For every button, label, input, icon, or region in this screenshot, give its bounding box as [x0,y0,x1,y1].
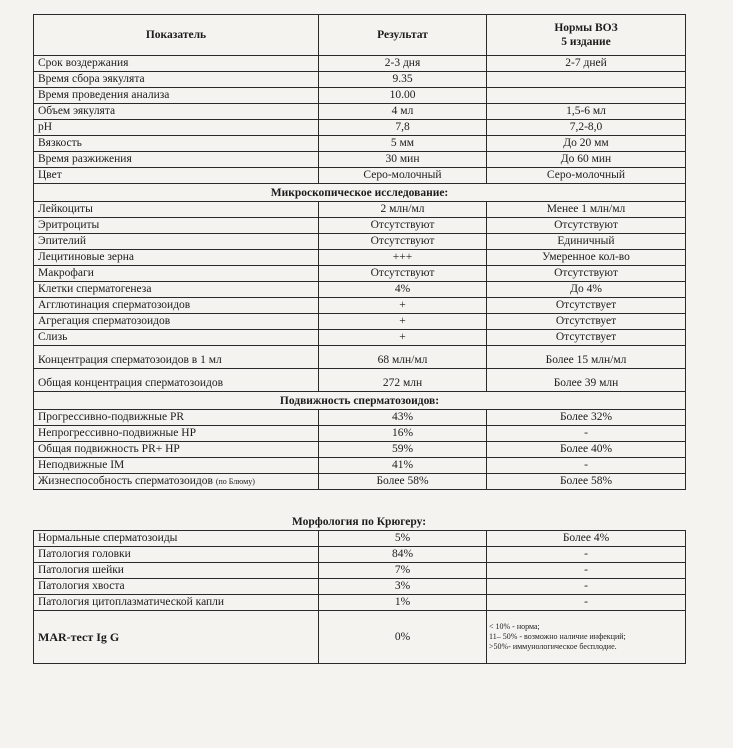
indicator-name: Общая подвижность PR+ HP [34,442,319,458]
result-value: 7,8 [319,120,487,136]
indicator-name: Лейкоциты [34,202,319,218]
indicator-name: Агрегация сперматозоидов [34,314,319,330]
table-row [34,104,686,120]
semen-analysis-report [33,14,685,664]
indicator-name: Агглютинация сперматозоидов [34,298,319,314]
indicator-name: Объем эякулята [34,104,319,120]
result-value: 5% [319,531,487,547]
who-norm: Более 40% [487,442,686,458]
motility-section-title: Подвижность сперматозоидов: [34,392,686,410]
who-norm: Отсутствуют [487,218,686,234]
table-row [34,563,686,579]
result-value: 0% [319,611,487,664]
result-value: Отсутствуют [319,234,487,250]
who-norm: Отсутствует [487,298,686,314]
indicator-name: Время проведения анализа [34,88,319,104]
indicator-name: Непрогрессивно-подвижные HP [34,426,319,442]
table-row [34,410,686,426]
microscopy-section-title: Микроскопическое исследование: [34,184,686,202]
who-norm: - [487,595,686,611]
who-norm: До 60 мин [487,152,686,168]
who-norm: Более 15 млн/мл [487,346,686,369]
result-value: 1% [319,595,487,611]
table-row [34,330,686,346]
who-norm: Отсутствуют [487,266,686,282]
indicator-name: Эпителий [34,234,319,250]
result-value: 10.00 [319,88,487,104]
mar-test-row [34,611,686,664]
indicator-name: Лецитиновые зерна [34,250,319,266]
indicator-name: Концентрация сперматозоидов в 1 мл [34,346,319,369]
indicator-name: Патология хвоста [34,579,319,595]
indicator-name: Патология цитоплазматической капли [34,595,319,611]
table-row [34,547,686,563]
who-norm: Единичный [487,234,686,250]
indicator-name: pH [34,120,319,136]
indicator-name: Время разжижения [34,152,319,168]
indicator-name: Патология шейки [34,563,319,579]
table-row [34,218,686,234]
mar-norm-line: >50%- иммунологическое бесплодие. [489,642,617,651]
result-value: 59% [319,442,487,458]
table-row [34,234,686,250]
result-value: 43% [319,410,487,426]
table-header-row [34,15,686,56]
header-who-norms-title: Нормы ВОЗ [554,22,618,34]
result-value: 16% [319,426,487,442]
mar-norm-line: 11– 50% - возможно наличие инфекций; [489,632,626,641]
who-norm: - [487,458,686,474]
motility-section [34,392,686,410]
table-row [34,120,686,136]
table-row [34,426,686,442]
table-row [34,88,686,104]
result-value: 272 млн [319,369,487,392]
result-value: + [319,330,487,346]
result-value: 2-3 дня [319,56,487,72]
viability-method-note: (по Блюму) [215,477,255,486]
who-norm: Более 58% [487,474,686,490]
who-norm: До 20 мм [487,136,686,152]
who-norm: - [487,547,686,563]
table-row [34,266,686,282]
header-who-edition: 5 издание [561,36,611,48]
result-value: 41% [319,458,487,474]
table-row [34,314,686,330]
who-norm: Более 39 млн [487,369,686,392]
table-row [34,346,686,369]
table-row [34,531,686,547]
result-value: + [319,298,487,314]
table-row [34,168,686,184]
indicator-name: Общая концентрация сперматозоидов [34,369,319,392]
header-indicator: Показатель [34,15,319,56]
indicator-name: Клетки сперматогенеза [34,282,319,298]
result-value: Более 58% [319,474,487,490]
who-norm: Умеренное кол-во [487,250,686,266]
table-row [34,282,686,298]
indicator-name: Цвет [34,168,319,184]
who-norm: 7,2-8,0 [487,120,686,136]
mar-test-label: MAR-тест Ig G [34,611,319,664]
main-results-table [33,14,686,490]
result-value: 84% [319,547,487,563]
table-row [34,72,686,88]
indicator-name: Слизь [34,330,319,346]
table-row [34,579,686,595]
result-value: 9.35 [319,72,487,88]
indicator-name: Эритроциты [34,218,319,234]
viability-label: Жизнеспособность сперматозоидов [38,475,216,487]
result-value: Отсутствуют [319,266,487,282]
indicator-name [34,474,319,490]
table-row [34,56,686,72]
who-norm: - [487,563,686,579]
indicator-name: Нормальные сперматозоиды [34,531,319,547]
result-value: +++ [319,250,487,266]
who-norm: Серо-молочный [487,168,686,184]
header-result: Результат [319,15,487,56]
result-value: 7% [319,563,487,579]
who-norm: - [487,426,686,442]
indicator-name: Время сбора эякулята [34,72,319,88]
indicator-name: Патология головки [34,547,319,563]
viability-row [34,474,686,490]
who-norm [487,72,686,88]
indicator-name: Вязкость [34,136,319,152]
who-norm: Менее 1 млн/мл [487,202,686,218]
table-row [34,136,686,152]
indicator-name: Срок воздержания [34,56,319,72]
result-value: Отсутствуют [319,218,487,234]
table-row [34,442,686,458]
header-who-norms [487,15,686,56]
indicator-name: Неподвижные IM [34,458,319,474]
table-row [34,250,686,266]
result-value: + [319,314,487,330]
result-value: Серо-молочный [319,168,487,184]
who-norm: Более 4% [487,531,686,547]
table-row [34,595,686,611]
result-value: 30 мин [319,152,487,168]
result-value: 68 млн/мл [319,346,487,369]
who-norm: До 4% [487,282,686,298]
table-row [34,458,686,474]
who-norm: Отсутствует [487,314,686,330]
table-row [34,369,686,392]
who-norm [487,88,686,104]
indicator-name: Макрофаги [34,266,319,282]
morphology-section-title: Морфология по Крюгеру: [291,516,427,528]
result-value: 4% [319,282,487,298]
microscopy-section [34,184,686,202]
who-norm: 1,5-6 мл [487,104,686,120]
mar-norm-line: < 10% - норма; [489,622,540,631]
table-row [34,202,686,218]
indicator-name: Прогрессивно-подвижные PR [34,410,319,426]
table-row [34,298,686,314]
who-norm: Более 32% [487,410,686,426]
result-value: 5 мм [319,136,487,152]
mar-test-norms [487,611,686,664]
who-norm: Отсутствует [487,330,686,346]
morphology-table [33,530,686,664]
who-norm: 2-7 дней [487,56,686,72]
result-value: 2 млн/мл [319,202,487,218]
table-row [34,152,686,168]
who-norm: - [487,579,686,595]
result-value: 4 мл [319,104,487,120]
result-value: 3% [319,579,487,595]
